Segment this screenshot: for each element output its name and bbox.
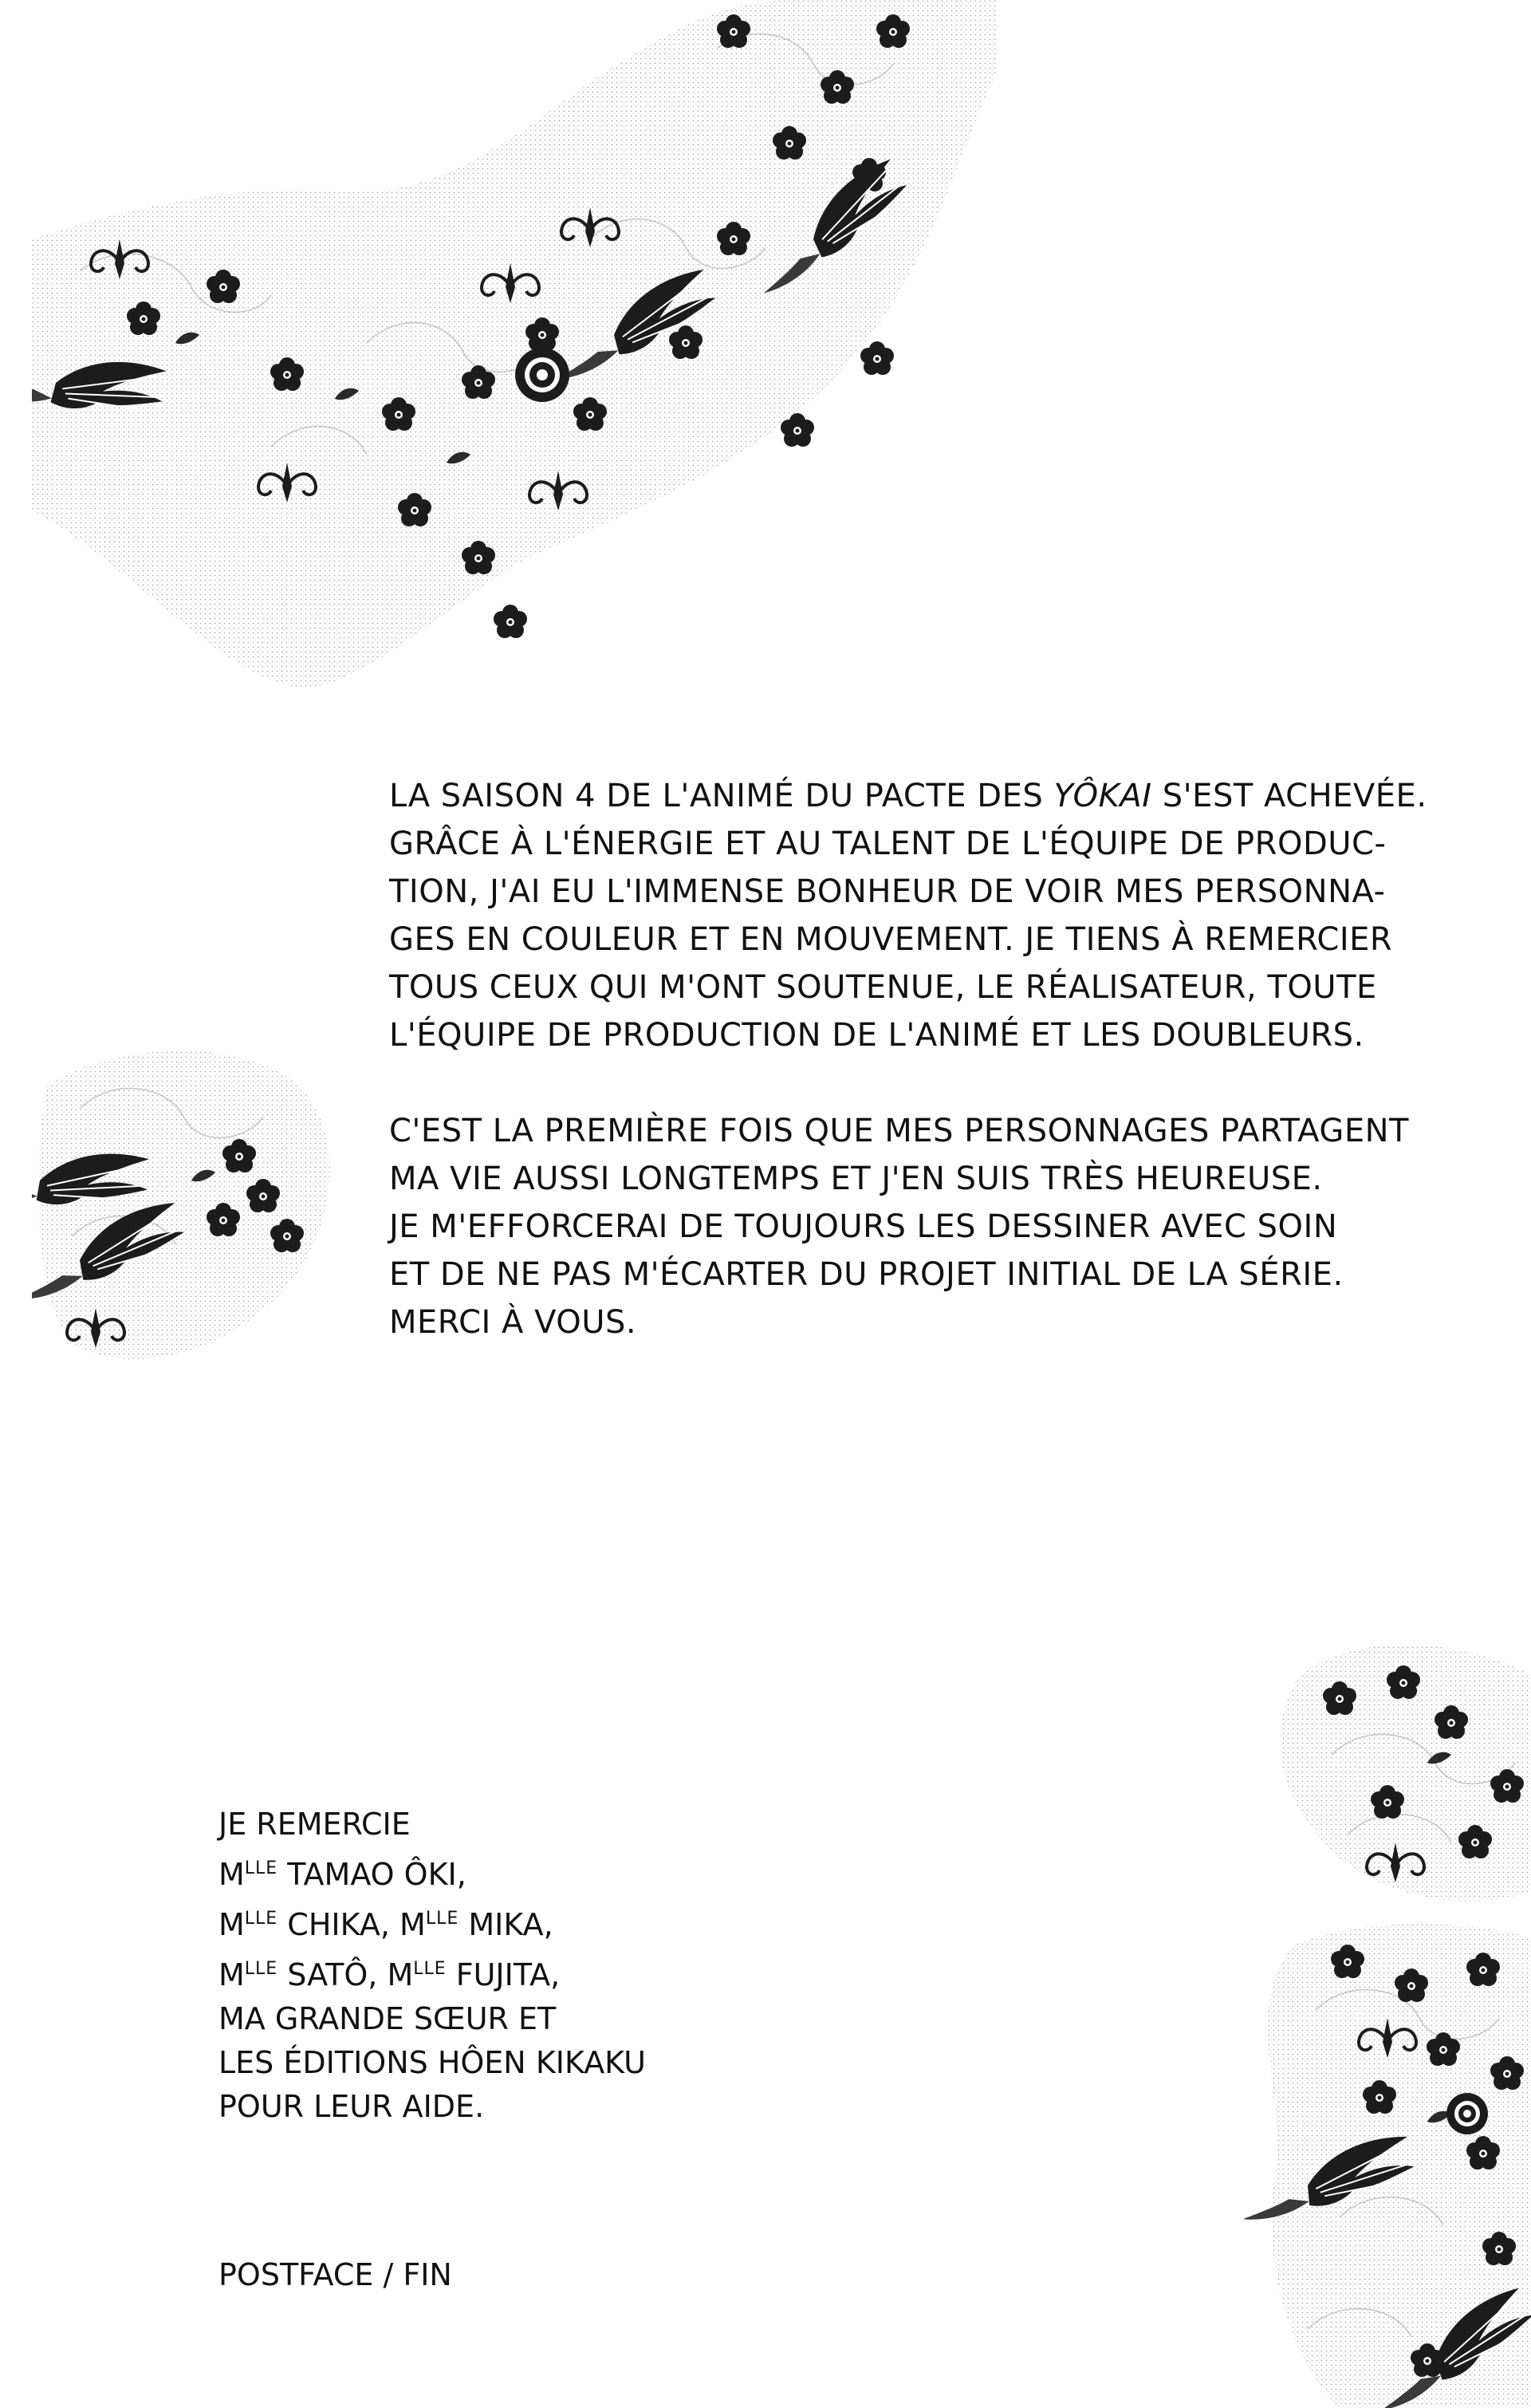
title-lle: LLE bbox=[244, 1909, 278, 1929]
paragraph1-line6: L'ÉQUIPE DE PRODUCTION DE L'ANIMÉ ET LES DOUBLEURS. bbox=[389, 1017, 1364, 1054]
title-m: M bbox=[387, 1957, 414, 1992]
thanks-line4 bbox=[218, 1947, 665, 1997]
floral-pattern-right-bottom bbox=[1244, 1914, 1531, 2408]
paragraph2-line5: MERCI À VOUS. bbox=[389, 1304, 637, 1341]
title-m: M bbox=[399, 1907, 426, 1942]
thanks-line4-b: FUJITA, bbox=[446, 1957, 561, 1992]
thanks-line3 bbox=[218, 1897, 665, 1947]
postface-main-text bbox=[389, 772, 1427, 1346]
thanks-line4-a: SATÔ, bbox=[277, 1957, 388, 1992]
paragraph1-line2: GRÂCE À L'ÉNERGIE ET AU TALENT DE L'ÉQUIPE DE PRODUC- bbox=[389, 826, 1387, 862]
floral-pattern-top bbox=[32, 0, 997, 718]
floral-pattern-top-graphic bbox=[32, 0, 997, 718]
title-m: M bbox=[218, 1907, 245, 1942]
paragraph1-line1 bbox=[389, 772, 1427, 820]
floral-pattern-right-top bbox=[1268, 1627, 1531, 1914]
paragraph1-line4: GES EN COULEUR ET EN MOUVEMENT. JE TIENS À REMERCIER bbox=[389, 921, 1393, 958]
paragraph1-line1-start: LA SAISON 4 DE L'ANIMÉ DU PACTE DES bbox=[389, 778, 1054, 814]
thanks-line1: JE REMERCIE bbox=[218, 1807, 411, 1842]
paragraph1-line5: TOUS CEUX QUI M'ONT SOUTENUE, LE RÉALISATEUR, TOUTE bbox=[389, 969, 1377, 1006]
paragraph2-line2: MA VIE AUSSI LONGTEMPS ET J'EN SUIS TRÈS HEUREUSE. bbox=[389, 1161, 1323, 1197]
acknowledgements bbox=[218, 1803, 665, 2129]
postface-end-mark: POSTFACE / FIN bbox=[218, 2257, 452, 2292]
floral-pattern-right-top-graphic bbox=[1268, 1627, 1531, 1914]
paragraph2-line3: JE M'EFFORCERAI DE TOUJOURS LES DESSINER AVEC SOIN bbox=[389, 1208, 1338, 1245]
thanks-line2-text: TAMAO ÔKI, bbox=[277, 1857, 466, 1892]
paragraph-gap bbox=[389, 1059, 1322, 1107]
yokai-italic: YÔKAI bbox=[1053, 778, 1152, 814]
title-lle: LLE bbox=[244, 1858, 278, 1878]
floral-pattern-mid-left-graphic bbox=[32, 1037, 351, 1372]
title-m: M bbox=[218, 1857, 245, 1892]
thanks-line5: MA GRANDE SŒUR ET bbox=[218, 2001, 557, 2036]
floral-pattern-mid-left bbox=[32, 1037, 351, 1372]
floral-pattern-right-bottom-graphic bbox=[1244, 1914, 1531, 2408]
thanks-line3-a: CHIKA, bbox=[277, 1907, 400, 1942]
title-m: M bbox=[218, 1957, 245, 1992]
paragraph2-line4: ET DE NE PAS M'ÉCARTER DU PROJET INITIAL DE LA SÉRIE. bbox=[389, 1256, 1344, 1293]
thanks-line7: POUR LEUR AIDE. bbox=[218, 2089, 485, 2124]
thanks-line6: LES ÉDITIONS HÔEN KIKAKU bbox=[218, 2045, 646, 2080]
title-lle: LLE bbox=[425, 1909, 459, 1929]
title-lle: LLE bbox=[244, 1959, 278, 1979]
thanks-line2 bbox=[218, 1846, 665, 1897]
paragraph2-line1: C'EST LA PREMIÈRE FOIS QUE MES PERSONNAGES PARTAGENT bbox=[389, 1113, 1409, 1149]
thanks-line3-b: MIKA, bbox=[459, 1907, 553, 1942]
title-lle: LLE bbox=[413, 1959, 447, 1979]
paragraph1-line3: TION, J'AI EU L'IMMENSE BONHEUR DE VOIR MES PERSONNA- bbox=[389, 873, 1386, 910]
paragraph1-line1-end: S'EST ACHEVÉE. bbox=[1151, 778, 1427, 814]
